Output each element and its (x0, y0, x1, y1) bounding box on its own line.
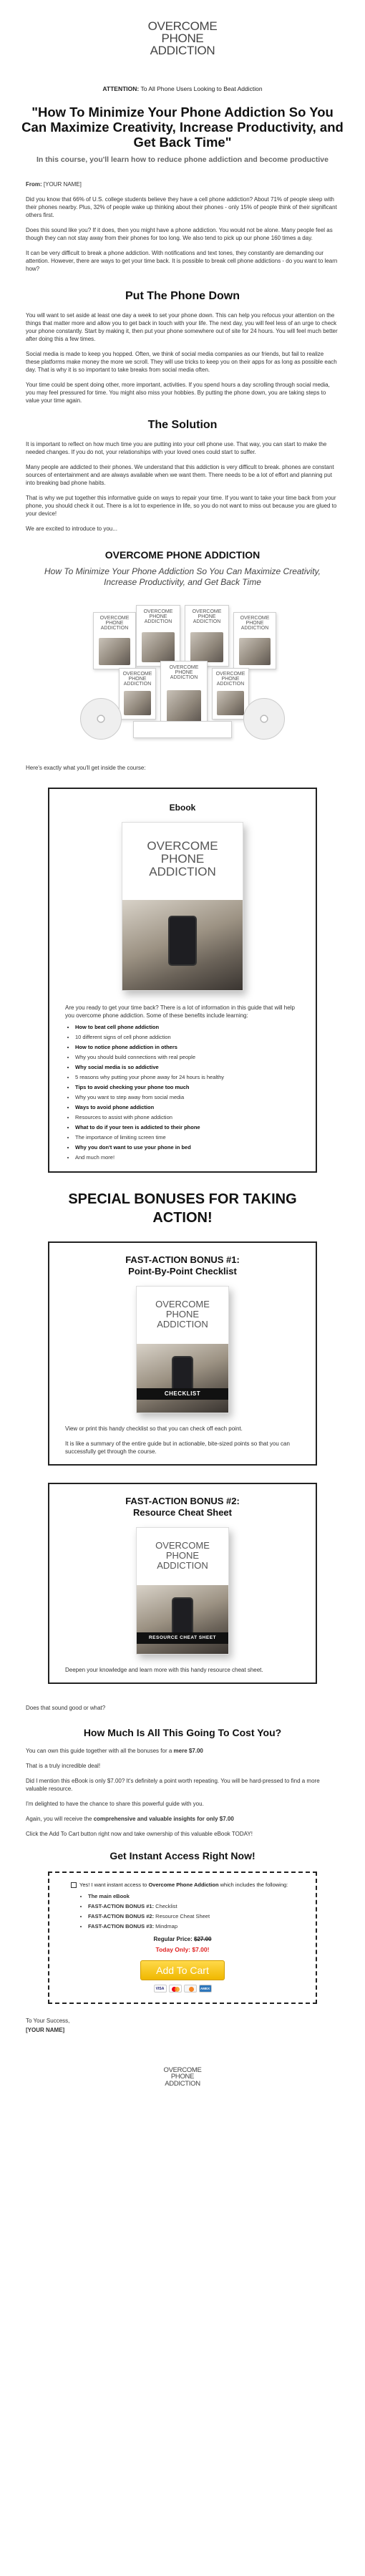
bonus-2-cover-title: OVERCOME PHONE ADDICTION (155, 1539, 210, 1571)
from-label: From: (26, 181, 42, 188)
cost-p1-text: You can own this guide together with all the bonuses for a (26, 1747, 174, 1754)
ebook-benefit-item: • How to beat cell phone addiction (75, 1024, 300, 1031)
closing-line-2: [YOUR NAME] (26, 2026, 65, 2033)
brand-logo (0, 0, 365, 57)
bonus-1-cover-title: OVERCOME PHONE ADDICTION (155, 1298, 210, 1330)
cost-paragraph-6: Click the Add To Cart button right now and take ownership of this valuable eBook TODAY! (26, 1830, 253, 1837)
mockup-cheatsheet (233, 612, 276, 669)
order-items-list (88, 1893, 294, 1930)
mockup-text: OVERCOME PHONE ADDICTION (192, 609, 222, 624)
agree-checkbox[interactable] (71, 1882, 77, 1888)
course-intro (26, 764, 339, 772)
main-headline: "How To Minimize Your Phone Addiction So You Can Maximize Creativity, Increase Productivity, and Get Back Time" (21, 105, 344, 150)
closing-section (26, 2017, 339, 2034)
order-item-bold: FAST-ACTION BONUS #1: (88, 1902, 155, 1909)
ebook-description: Are you ready to get your time back? There is a lot of information in this guide that will help you overcome phone addiction. Some of these benefits include learning: (65, 1004, 295, 1019)
order-item (88, 1913, 294, 1920)
ebook-benefit-item: • Why you want to step away from social media (75, 1094, 300, 1101)
mockup-disc-right (243, 698, 285, 740)
intro-paragraph-3: It can be very difficult to break a phone addiction. With notifications and text tones, they constantly are demanding our attention. However, there are ways to get your time back. It is possible to break cell phone addictions - do you want to learn how? (26, 250, 338, 273)
intro-paragraph-2: Does this sound like you? If it does, then you might have a phone addiction. You would not be alone. Many people feel as though they can not stay away from their phones for too long. We also tend to pick up our phone 160 times a day. (26, 227, 333, 242)
bonus-1-paragraph-2: It is like a summary of the entire guide but in actionable, bite-sized points so that you can successfully get through the course. (65, 1440, 290, 1455)
agree-row (71, 1882, 294, 1889)
order-item-rest: Resource Cheat Sheet (154, 1912, 210, 1919)
mockup-checklist (93, 612, 136, 669)
order-item-rest: Checklist (154, 1902, 177, 1909)
mockup-text: OVERCOME PHONE ADDICTION (99, 616, 130, 631)
order-box (48, 1872, 317, 2004)
payment-cards (71, 1985, 294, 1992)
ebook-benefit-item: • 10 different signs of cell phone addiction (75, 1034, 300, 1041)
order-item-bold: FAST-ACTION BONUS #3: (88, 1922, 155, 1929)
ebook-benefit-item: • And much more! (75, 1154, 300, 1161)
regular-price (71, 1936, 294, 1944)
brand-line-3: ADDICTION (150, 44, 215, 57)
solution-paragraph-1: It is important to reflect on how much time you are putting into your cell phone use. That way, you can start to make the needed changes. If you do not, your relationships with your loved ones could start to suffer. (26, 440, 327, 455)
cost-paragraph-3: Did I mention this eBook is only $7.00? It's definitely a point worth repeating. You will be hard-pressed to find a more valuable resource. (26, 1777, 320, 1792)
bonus-2-paragraph-1: Deepen your knowledge and learn more with this handy resource cheat sheet. (65, 1666, 263, 1673)
ebook-benefit-item: • Resources to assist with phone addiction (75, 1114, 300, 1121)
footer-brand-line-1: OVERCOME (163, 2066, 202, 2074)
bonus-1-paragraph-1: View or print this handy checklist so that you can check off each point. (65, 1425, 243, 1432)
intro-paragraph-1: Did you know that 66% of U.S. college students believe they have a cell phone addiction? About 71% of people sleep with their phones nearby. Plus, 32% of people wake up thinking about their phones - only 15% of people think of their significant others first. (26, 196, 337, 219)
bonus-2-band: RESOURCE CHEAT SHEET (137, 1632, 228, 1644)
mockup-tablet (136, 605, 180, 667)
cost-p1-bold: mere $7.00 (173, 1747, 203, 1754)
put-down-paragraph-1: You will want to set aside at least one day a week to set your phone down. This can help you refocus your attention on the things that matter more and allow you to get back in touch with your life. The next day, you will feel less of an urge to check your phone constantly. Start by making it, then put your phone somewhere out of site for 24 hours. You will feel much better after doing this a few times. (26, 312, 338, 343)
footer-brand-logo (0, 2067, 365, 2088)
cost-p5-bold: comprehensive and valuable insights for only $7.00 (93, 1815, 234, 1822)
cost-p5-text: Again, you will receive the (26, 1815, 94, 1822)
from-name: [YOUR NAME] (42, 181, 82, 188)
mockup-ebook-right (212, 668, 249, 720)
discover-card-icon (184, 1985, 197, 1992)
mockup-box-base (133, 721, 232, 738)
order-item-bold: The main eBook (88, 1892, 130, 1899)
visa-card-icon (154, 1985, 167, 1992)
solution-section (26, 440, 339, 533)
mockup-text: OVERCOME PHONE ADDICTION (215, 671, 245, 687)
amex-card-icon (199, 1985, 212, 1992)
cost-section (26, 1747, 339, 1838)
regular-price-value: $27.00 (194, 1935, 212, 1942)
access-title: Get Instant Access Right Now! (110, 1849, 256, 1861)
today-price: Today Only: $7.00! (155, 1946, 210, 1954)
brand-line-1: OVERCOME (147, 19, 218, 33)
order-item (88, 1893, 294, 1900)
solution-paragraph-4: We are excited to introduce to you... (26, 525, 117, 532)
regular-price-label: Regular Price: (153, 1935, 194, 1942)
order-item (88, 1903, 294, 1910)
sound-good-section (26, 1704, 339, 1712)
ebook-benefit-list (75, 1024, 300, 1161)
agree-text-pre: Yes! I want instant access to (79, 1881, 149, 1888)
ebook-benefit-item: • 5 reasons why putting your phone away for 24 hours is healthy (75, 1074, 300, 1081)
mockup-text: OVERCOME PHONE ADDICTION (143, 609, 173, 624)
bonus-1-title-line-1: FAST-ACTION BONUS #1: (125, 1254, 240, 1265)
ebook-benefit-item: • Why you should build connections with real people (75, 1054, 300, 1061)
ebook-box (48, 788, 317, 1173)
footer-brand-line-2: PHONE (170, 2073, 195, 2081)
ebook-benefit-item: • What to do if your teen is addicted to their phone (75, 1124, 300, 1131)
footer-brand-line-3: ADDICTION (165, 2079, 200, 2088)
bonus-2-cover (136, 1527, 229, 1655)
ebook-title: Ebook (169, 802, 196, 813)
bonus-1-cover (136, 1286, 229, 1413)
bonus-2-title-line-1: FAST-ACTION BONUS #2: (125, 1495, 240, 1506)
solution-paragraph-3: That is why we put together this informative guide on ways to repair your time. If you want to take your time back from your phone, you should check it out. There is a lot to experience in life, so you do not want to miss out because you are glued to your device! (26, 494, 337, 517)
bonus-1-band: CHECKLIST (137, 1388, 228, 1400)
solution-paragraph-2: Many people are addicted to their phones. We understand that this addiction is very difficult to break. phones are constant sources of entertainment and are always available when we want them. There needs to be a lot of effort and planning put into breaking bad phone habits. (26, 463, 334, 486)
ebook-benefit-item: • How to notice phone addiction in others (75, 1044, 300, 1051)
cost-paragraph-1 (26, 1747, 339, 1755)
ebook-benefit-item: • Ways to avoid phone addiction (75, 1104, 300, 1111)
cost-paragraph-4: I'm delighted to have the chance to share this powerful guide with you. (26, 1800, 204, 1807)
ebook-benefit-item: • The importance of limiting screen time (75, 1134, 300, 1141)
brand-line-2: PHONE (161, 32, 204, 45)
order-item-bold: FAST-ACTION BONUS #2: (88, 1912, 155, 1919)
cost-paragraph-2: That is a truly incredible deal! (26, 1762, 101, 1769)
cost-paragraph-5 (26, 1815, 339, 1823)
mockup-ebook-left (119, 668, 156, 720)
put-down-paragraph-3: Your time could be spent doing other, more important, activities. If you spend hours a day scrolling through social media, you may feel pressured for time. You might also miss your hobbies. By putting the phone down, you are taking steps to value your time again. (26, 382, 330, 405)
agree-text (79, 1882, 288, 1889)
agree-text-post: which includes the following: (218, 1881, 288, 1888)
put-down-section (26, 311, 339, 405)
bonus-1-title-line-2: Point-By-Point Checklist (128, 1265, 237, 1277)
heres-what-text: Here's exactly what you'll get inside the course: (26, 764, 146, 771)
product-bundle-image (64, 599, 301, 750)
mockup-text: OVERCOME PHONE ADDICTION (122, 671, 152, 687)
mockup-text: OVERCOME PHONE ADDICTION (169, 664, 199, 680)
ebook-cover-title: OVERCOME PHONE ADDICTION (147, 838, 218, 878)
solution-title: The Solution (147, 419, 218, 432)
ebook-benefit-item: • Why social media is so addictive (75, 1064, 300, 1071)
special-bonuses-heading: SPECIAL BONUSES FOR TAKING ACTION! (68, 1191, 297, 1226)
subheadline: In this course, you'll learn how to reduce phone addiction and become productive (36, 155, 328, 165)
bonus-1-box (48, 1241, 317, 1466)
sound-good-text: Does that sound good or what? (26, 1704, 106, 1711)
product-title: OVERCOME PHONE ADDICTION (104, 548, 261, 561)
mockup-disc-left (80, 698, 122, 740)
intro-section (26, 180, 339, 273)
ebook-cover (122, 822, 243, 991)
mockup-box-main (160, 661, 208, 727)
add-to-cart-button[interactable]: Add To Cart (140, 1960, 225, 1980)
ebook-benefit-item: • Why you don't want to use your phone in bed (75, 1144, 300, 1151)
bonus-2-title-line-2: Resource Cheat Sheet (133, 1506, 232, 1518)
agree-text-product: Overcome Phone Addiction (148, 1881, 219, 1888)
order-item (88, 1923, 294, 1930)
order-item-rest: Mindmap (154, 1922, 178, 1929)
bonus-2-box (48, 1483, 317, 1684)
ebook-benefit-item: • Tips to avoid checking your phone too much (75, 1084, 300, 1091)
attention-line (0, 85, 365, 93)
attention-label: ATTENTION: (102, 85, 140, 92)
attention-text: To All Phone Users Looking to Beat Addiction (139, 85, 263, 92)
put-down-paragraph-2: Social media is made to keep you hopped. Often, we think of social media companies as our friends, but fail to realize these platforms make money the more we scroll. They will use tricks to keep you on their apps for as long as possible each day. That is why it is so important to take breaks from social media often. (26, 351, 337, 374)
mastercard-icon (169, 1985, 182, 1992)
cost-title: How Much Is All This Going To Cost You? (83, 1726, 282, 1738)
put-down-title: Put The Phone Down (125, 290, 240, 303)
closing-line-1: To Your Success, (26, 2017, 70, 2024)
from-line (26, 180, 339, 188)
product-subtitle: How To Minimize Your Phone Addiction So You Can Maximize Creativity, Increase Productivity, and Get Back Time (44, 566, 321, 587)
mockup-text: OVERCOME PHONE ADDICTION (240, 616, 270, 631)
mockup-laptop (185, 605, 229, 667)
